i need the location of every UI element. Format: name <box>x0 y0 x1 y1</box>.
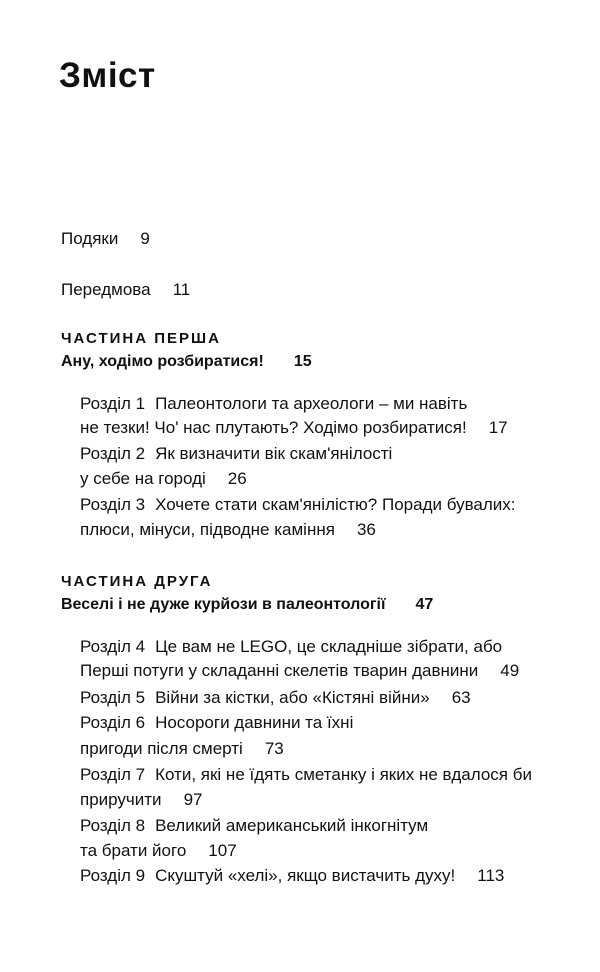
chapter-title: Це вам не LEGO, це складніше зібрати, або <box>155 637 503 656</box>
toc-chapter-4-cont <box>80 660 519 682</box>
toc-chapter-3[interactable] <box>80 494 516 516</box>
chapter-page: 49 <box>500 661 520 680</box>
toc-chapter-1[interactable] <box>80 393 467 415</box>
entry-label: Передмова <box>61 280 151 299</box>
chapter-title: Носороги давнини та їхні <box>155 713 354 732</box>
chapter-page: 107 <box>208 841 237 860</box>
part-page: 15 <box>293 353 312 370</box>
chapter-page: 36 <box>356 520 376 539</box>
chapter-title: Коти, які не їдять сметанку і яких не вдалося би <box>155 765 532 784</box>
part-title-text: Веселі і не дуже курйози в палеонтології <box>61 596 386 613</box>
toc-chapter-6-cont <box>80 738 284 760</box>
chapter-number: Розділ 2 <box>80 444 146 463</box>
toc-chapter-2-cont <box>80 468 247 490</box>
part-page: 47 <box>415 596 434 613</box>
toc-chapter-4[interactable] <box>80 636 502 658</box>
toc-chapter-8[interactable] <box>80 815 428 837</box>
toc-entry-preface[interactable] <box>61 279 190 301</box>
chapter-page: 73 <box>264 739 284 758</box>
chapter-title: Війни за кістки, або «Кістяні війни» <box>155 688 430 707</box>
chapter-number: Розділ 1 <box>80 394 146 413</box>
chapter-title-cont: та брати його <box>80 841 187 860</box>
chapter-page: 17 <box>488 418 508 437</box>
chapter-page: 26 <box>227 469 247 488</box>
chapter-title: Хочете стати скам'янілістю? Поради бувалих: <box>155 495 516 514</box>
chapter-number: Розділ 6 <box>80 713 146 732</box>
part-title[interactable] <box>61 596 433 614</box>
part-title-text: Ану, ходімо розбиратися! <box>61 353 264 370</box>
part-title[interactable] <box>61 353 312 371</box>
chapter-number: Розділ 5 <box>80 688 146 707</box>
toc-chapter-7-cont <box>80 789 202 811</box>
part-label: ЧАСТИНА ДРУГА <box>61 573 213 590</box>
chapter-title-cont: плюси, мінуси, підводне каміння <box>80 520 335 539</box>
chapter-title: Великий американський інкогнітум <box>155 816 429 835</box>
entry-label: Подяки <box>61 229 119 248</box>
chapter-number: Розділ 8 <box>80 816 146 835</box>
toc-chapter-6[interactable] <box>80 712 353 734</box>
chapter-number: Розділ 7 <box>80 765 146 784</box>
toc-entry-acknowledgements[interactable] <box>61 228 150 250</box>
toc-chapter-3-cont <box>80 519 376 541</box>
chapter-number: Розділ 9 <box>80 866 146 885</box>
chapter-title: Як визначити вік скам'янілості <box>155 444 393 463</box>
toc-chapter-8-cont <box>80 840 237 862</box>
chapter-title: Палеонтологи та археологи – ми навіть <box>155 394 468 413</box>
toc-chapter-7[interactable] <box>80 764 532 786</box>
chapter-title-cont: пригоди після смерті <box>80 739 243 758</box>
page-title: Зміст <box>59 56 156 95</box>
chapter-title-cont: приручити <box>80 790 162 809</box>
chapter-title: Скуштуй «хелі», якщо вистачить духу! <box>155 866 456 885</box>
toc-chapter-2[interactable] <box>80 443 392 465</box>
entry-page: 9 <box>140 229 150 248</box>
chapter-number: Розділ 3 <box>80 495 146 514</box>
toc-chapter-9[interactable] <box>80 865 504 887</box>
toc-chapter-1-cont <box>80 417 508 439</box>
chapter-page: 97 <box>183 790 203 809</box>
chapter-title-cont: у себе на городі <box>80 469 206 488</box>
toc-chapter-5[interactable] <box>80 687 471 709</box>
chapter-number: Розділ 4 <box>80 637 146 656</box>
part-label: ЧАСТИНА ПЕРША <box>61 330 221 347</box>
chapter-page: 63 <box>451 688 471 707</box>
chapter-title-cont: не тезки! Чо' нас плутають? Ходімо розбиратися! <box>80 418 467 437</box>
entry-page: 11 <box>172 280 191 299</box>
chapter-page: 113 <box>477 866 505 885</box>
chapter-title-cont: Перші потуги у складанні скелетів тварин давнини <box>80 661 479 680</box>
